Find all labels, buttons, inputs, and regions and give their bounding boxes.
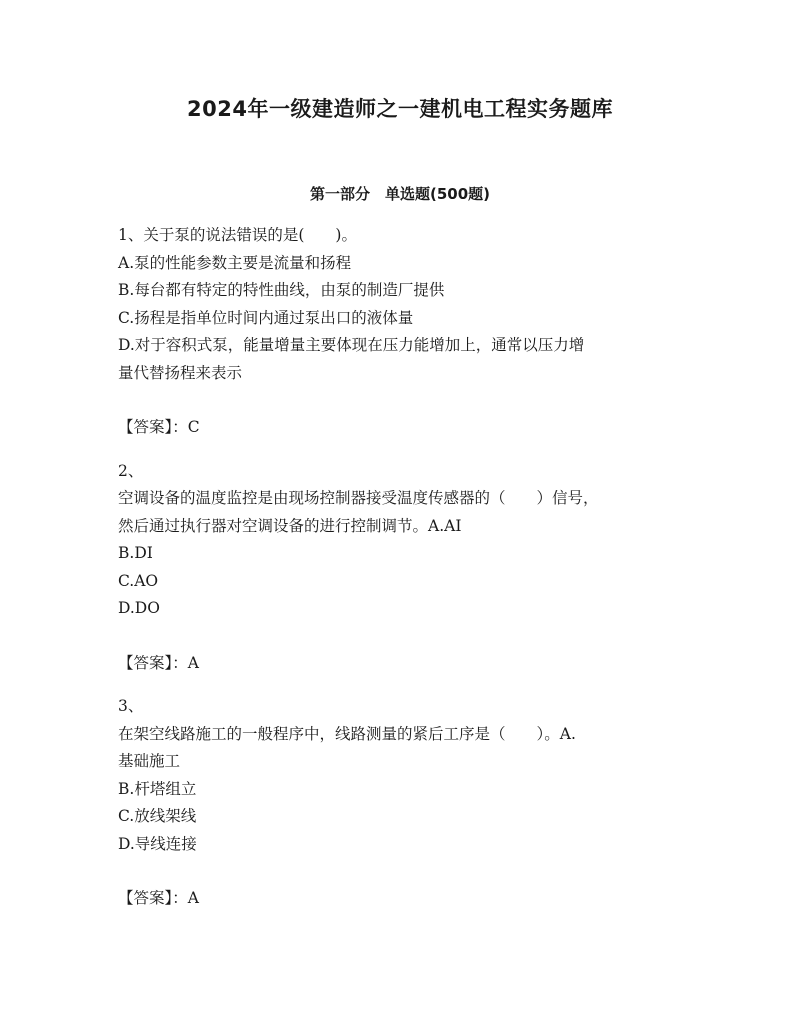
question-2-answer: 【答案】：A: [118, 653, 199, 672]
question-list: [118, 222, 688, 913]
question-2-number: 2、: [118, 461, 144, 480]
question-3-option-a-continued: 基础施工: [118, 752, 181, 770]
question-2-option-d: D.DO: [118, 599, 160, 617]
question-3-option-b: B.杆塔组立: [118, 779, 197, 798]
question-2-stem-continued: 然后通过执行器对空调设备的进行控制调节。A.AI: [118, 516, 462, 535]
question-3-stem: 在架空线路施工的一般程序中，线路测量的紧后工序是（ ）。A.: [118, 724, 576, 743]
question-3-number: 3、: [118, 697, 144, 715]
section-heading: 第一部分 单选题(500题): [309, 185, 491, 203]
question-1-option-d-continued: 量代替扬程来表示: [118, 363, 243, 382]
question-2: [118, 458, 688, 623]
question-3-option-c: C.放线架线: [118, 807, 197, 825]
question-1-stem: 1、关于泵的说法错误的是( )。: [118, 226, 357, 244]
question-2-stem: 空调设备的温度监控是由现场控制器接受温度传感器的（ ）信号，: [118, 489, 599, 507]
question-1-answer: 【答案】：C: [118, 418, 200, 436]
question-3-answer: 【答案】：A: [118, 889, 199, 907]
question-1-option-d: D.对于容积式泵，能量增量主要体现在压力能增加上，通常以压力增: [118, 336, 585, 354]
question-2-option-b: B.DI: [118, 544, 153, 562]
question-3-option-d: D.导线连接: [118, 834, 197, 853]
document-title: 2024年一级建造师之一建机电工程实务题库: [187, 97, 613, 121]
question-1-option-b: B.每台都有特定的特性曲线，由泵的制造厂提供: [118, 281, 445, 299]
question-1-option-c: C.扬程是指单位时间内通过泵出口的液体量: [118, 308, 414, 327]
question-1-option-a: A.泵的性能参数主要是流量和扬程: [118, 253, 352, 272]
question-2-option-c: C.AO: [118, 571, 159, 590]
question-1: [118, 222, 688, 387]
question-3: [118, 693, 688, 858]
